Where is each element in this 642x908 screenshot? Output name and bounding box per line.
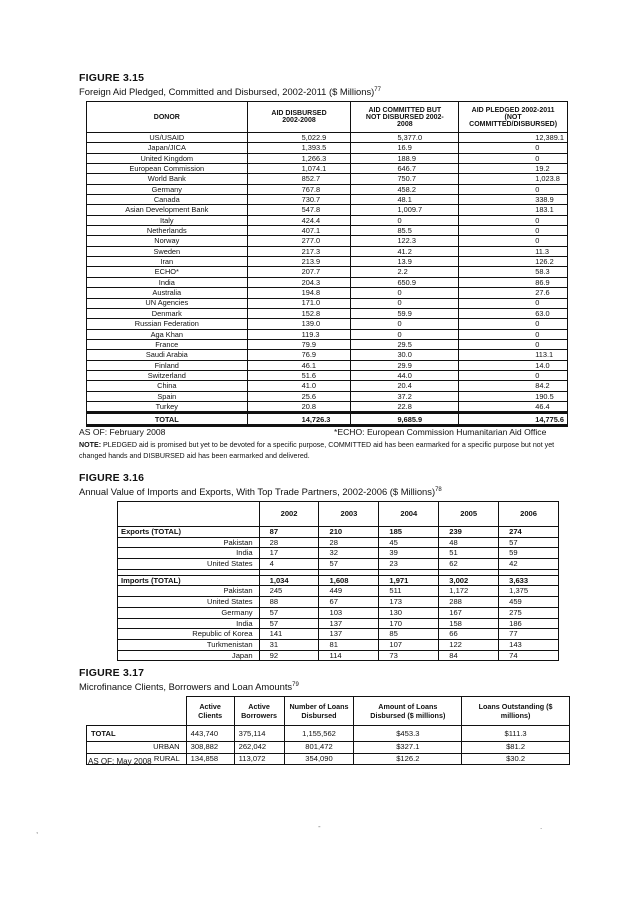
- table-row: [87, 133, 568, 143]
- pledged-cell: 1,023.8: [459, 174, 568, 184]
- donor-cell: Japan/JICA: [87, 143, 248, 153]
- donor-cell: Turkey: [87, 401, 248, 412]
- committed-cell: 20.4: [351, 381, 459, 391]
- committed-cell: 44.0: [351, 370, 459, 380]
- foreign-aid-header-row: [87, 102, 568, 133]
- partner-value: 288: [439, 597, 499, 608]
- value-cell: 262,042: [234, 742, 284, 754]
- year-header: 2006: [499, 502, 559, 527]
- partner-value: 81: [319, 639, 379, 650]
- exports-total-row-value: 87: [259, 527, 319, 538]
- table-row: [87, 164, 568, 174]
- partner-value: 66: [439, 629, 499, 640]
- figure-3-15-note: [79, 440, 571, 462]
- echo-footnote: *ECHO: European Commission Humanitarian Aid Office: [334, 427, 547, 437]
- donor-cell: India: [87, 277, 248, 287]
- table-row: [87, 267, 568, 277]
- donor-cell: China: [87, 381, 248, 391]
- header-blank: [87, 697, 187, 726]
- donor-cell: European Commission: [87, 164, 248, 174]
- footnote-ref-78: 78: [435, 486, 442, 493]
- header-aid-pledged: AID PLEDGED 2002-2011 (NOT COMMITTED/DISBURSED): [459, 102, 568, 133]
- value-cell: 354,090: [284, 753, 354, 765]
- exports-total-row: [118, 527, 559, 538]
- total-pledged-cell: 14,775.6: [459, 413, 568, 426]
- year-header: 2002: [259, 502, 319, 527]
- row-label: URBAN: [87, 742, 187, 754]
- pledged-cell: 183.1: [459, 205, 568, 215]
- total-donor-cell: TOTAL: [87, 413, 248, 426]
- table-row: [87, 143, 568, 153]
- figure-3-17-subtitle-text: Microfinance Clients, Borrowers and Loan Amounts: [79, 681, 293, 692]
- value-cell: 113,072: [234, 753, 284, 765]
- pledged-cell: 0: [459, 298, 568, 308]
- disbursed-cell: 139.0: [247, 319, 351, 329]
- header-aid-disbursed: AID DISBURSED 2002-2008: [247, 102, 351, 133]
- committed-cell: 16.9: [351, 143, 459, 153]
- partner-name: Turkmenistan: [118, 639, 260, 650]
- figure-3-17-as-of: AS OF: May 2008: [88, 757, 152, 766]
- year-header: 2004: [379, 502, 439, 527]
- table-row: [87, 308, 568, 318]
- donor-cell: Germany: [87, 184, 248, 194]
- partner-name: United States: [118, 597, 260, 608]
- partner-value: 67: [319, 597, 379, 608]
- table-row: [118, 618, 559, 629]
- exports-total-row-value: 239: [439, 527, 499, 538]
- partner-value: 32: [319, 548, 379, 559]
- partner-value: 85: [379, 629, 439, 640]
- imports-total-row-value: 1,034: [259, 575, 319, 586]
- committed-cell: 0: [351, 288, 459, 298]
- donor-cell: Norway: [87, 236, 248, 246]
- pledged-cell: 190.5: [459, 391, 568, 401]
- table-row: [87, 381, 568, 391]
- figure-3-17-subtitle: [79, 681, 299, 692]
- partner-value: 275: [499, 607, 559, 618]
- partner-value: 167: [439, 607, 499, 618]
- figure-3-15-subtitle-text: Foreign Aid Pledged, Committed and Disbursed, 2002-2011 ($ Millions): [79, 86, 375, 97]
- value-cell: 443,740: [186, 726, 234, 742]
- pledged-cell: 84.2: [459, 381, 568, 391]
- disbursed-cell: 1,266.3: [247, 153, 351, 163]
- partner-value: 74: [499, 650, 559, 661]
- row-label: RURAL: [87, 753, 187, 765]
- partner-name: India: [118, 548, 260, 559]
- partner-value: 511: [379, 586, 439, 597]
- partner-value: 57: [259, 618, 319, 629]
- donor-cell: Saudi Arabia: [87, 350, 248, 360]
- disbursed-cell: 277.0: [247, 236, 351, 246]
- disbursed-cell: 204.3: [247, 277, 351, 287]
- partner-value: 130: [379, 607, 439, 618]
- table-row: [118, 548, 559, 559]
- donor-cell: Russian Federation: [87, 319, 248, 329]
- partner-value: 45: [379, 537, 439, 548]
- committed-cell: 13.9: [351, 257, 459, 267]
- pledged-cell: 12,389.1: [459, 133, 568, 143]
- partner-value: 114: [319, 650, 379, 661]
- donor-cell: UN Agencies: [87, 298, 248, 308]
- partner-value: 186: [499, 618, 559, 629]
- table-row: [87, 277, 568, 287]
- table-row: [87, 742, 570, 754]
- disbursed-cell: 46.1: [247, 360, 351, 370]
- header-loans-outstanding: Loans Outstanding ($ millions): [462, 697, 570, 726]
- partner-value: 62: [439, 559, 499, 570]
- exports-total-row-value: 185: [379, 527, 439, 538]
- exports-total-row-value: 274: [499, 527, 559, 538]
- partner-name: Japan: [118, 650, 260, 661]
- table-row: [118, 559, 559, 570]
- donor-cell: Italy: [87, 215, 248, 225]
- partner-name: Germany: [118, 607, 260, 618]
- table-row: [87, 195, 568, 205]
- pledged-cell: 338.9: [459, 195, 568, 205]
- committed-cell: 750.7: [351, 174, 459, 184]
- value-cell: $81.2: [462, 742, 570, 754]
- partner-value: 51: [439, 548, 499, 559]
- partner-value: 4: [259, 559, 319, 570]
- donor-cell: Switzerland: [87, 370, 248, 380]
- value-cell: $111.3: [462, 726, 570, 742]
- committed-cell: 2.2: [351, 267, 459, 277]
- total-committed-cell: 9,685.9: [351, 413, 459, 426]
- imports-total-row-value: 3,002: [439, 575, 499, 586]
- partner-value: 137: [319, 618, 379, 629]
- pledged-cell: 86.9: [459, 277, 568, 287]
- disbursed-cell: 207.7: [247, 267, 351, 277]
- trade-header-row: [118, 502, 559, 527]
- pledged-cell: 63.0: [459, 308, 568, 318]
- pledged-cell: 0: [459, 153, 568, 163]
- disbursed-cell: 424.4: [247, 215, 351, 225]
- value-cell: 134,858: [186, 753, 234, 765]
- trade-table-body: [118, 502, 559, 661]
- disbursed-cell: 76.9: [247, 350, 351, 360]
- partner-name: Pakistan: [118, 537, 260, 548]
- donor-cell: Sweden: [87, 246, 248, 256]
- partner-value: 141: [259, 629, 319, 640]
- partner-value: 170: [379, 618, 439, 629]
- table-row: [87, 288, 568, 298]
- pledged-cell: 19.2: [459, 164, 568, 174]
- total-row: [87, 726, 570, 742]
- committed-cell: 37.2: [351, 391, 459, 401]
- table-row: [87, 226, 568, 236]
- disbursed-cell: 171.0: [247, 298, 351, 308]
- disbursed-cell: 41.0: [247, 381, 351, 391]
- table-row: [87, 370, 568, 380]
- pledged-cell: 0: [459, 236, 568, 246]
- year-header: 2003: [319, 502, 379, 527]
- donor-cell: United Kingdom: [87, 153, 248, 163]
- pledged-cell: 0: [459, 319, 568, 329]
- pledged-cell: 0: [459, 226, 568, 236]
- table-row: [87, 257, 568, 267]
- pledged-cell: 126.2: [459, 257, 568, 267]
- page-mark-center: -: [318, 822, 321, 831]
- partner-value: 59: [499, 548, 559, 559]
- table-row: [118, 586, 559, 597]
- disbursed-cell: 730.7: [247, 195, 351, 205]
- table-row: [87, 339, 568, 349]
- table-row: [87, 753, 570, 765]
- disbursed-cell: 152.8: [247, 308, 351, 318]
- exports-total-row-value: 210: [319, 527, 379, 538]
- disbursed-cell: 79.9: [247, 339, 351, 349]
- value-cell: $453.3: [354, 726, 462, 742]
- partner-value: 245: [259, 586, 319, 597]
- donor-cell: Netherlands: [87, 226, 248, 236]
- committed-cell: 122.3: [351, 236, 459, 246]
- value-cell: $327.1: [354, 742, 462, 754]
- partner-value: 1,375: [499, 586, 559, 597]
- figure-3-17-label: FIGURE 3.17: [79, 667, 145, 679]
- pledged-cell: 58.3: [459, 267, 568, 277]
- committed-cell: 0: [351, 215, 459, 225]
- committed-cell: 188.9: [351, 153, 459, 163]
- year-header: 2005: [439, 502, 499, 527]
- table-row: [87, 391, 568, 401]
- disbursed-cell: 1,393.5: [247, 143, 351, 153]
- foreign-aid-table: [86, 101, 568, 427]
- partner-value: 449: [319, 586, 379, 597]
- header-aid-committed: AID COMMITTED BUT NOT DISBURSED 2002-2008: [351, 102, 459, 133]
- donor-cell: Aga Khan: [87, 329, 248, 339]
- table-row: [87, 205, 568, 215]
- committed-cell: 48.1: [351, 195, 459, 205]
- disbursed-cell: 194.8: [247, 288, 351, 298]
- partner-value: 17: [259, 548, 319, 559]
- table-row: [87, 236, 568, 246]
- pledged-cell: 14.0: [459, 360, 568, 370]
- donor-cell: Australia: [87, 288, 248, 298]
- donor-cell: ECHO*: [87, 267, 248, 277]
- header-active-clients: Active Clients: [186, 697, 234, 726]
- donor-cell: US/USAID: [87, 133, 248, 143]
- partner-value: 143: [499, 639, 559, 650]
- donor-cell: France: [87, 339, 248, 349]
- table-row: [118, 597, 559, 608]
- header-number-loans: Number of Loans Disbursed: [284, 697, 354, 726]
- partner-value: 57: [259, 607, 319, 618]
- partner-value: 92: [259, 650, 319, 661]
- committed-cell: 5,377.0: [351, 133, 459, 143]
- row-label: TOTAL: [87, 726, 187, 742]
- figure-3-16-subtitle-text: Annual Value of Imports and Exports, With Top Trade Partners, 2002-2006 ($ Millions): [79, 486, 436, 497]
- table-row: [118, 650, 559, 661]
- committed-cell: 650.9: [351, 277, 459, 287]
- exports-total-row-label: Exports (TOTAL): [118, 527, 260, 538]
- committed-cell: 0: [351, 298, 459, 308]
- pledged-cell: 0: [459, 370, 568, 380]
- disbursed-cell: 1,074.1: [247, 164, 351, 174]
- committed-cell: 0: [351, 319, 459, 329]
- microfinance-header-row: [87, 697, 570, 726]
- table-row: [118, 639, 559, 650]
- partner-value: 459: [499, 597, 559, 608]
- partner-name: United States: [118, 559, 260, 570]
- imports-total-row: [118, 575, 559, 586]
- partner-value: 28: [319, 537, 379, 548]
- partner-value: 42: [499, 559, 559, 570]
- footnote-ref-77: 77: [374, 86, 381, 93]
- pledged-cell: 113.1: [459, 350, 568, 360]
- disbursed-cell: 25.6: [247, 391, 351, 401]
- table-row: [87, 350, 568, 360]
- pledged-cell: 46.4: [459, 401, 568, 412]
- partner-value: 1,172: [439, 586, 499, 597]
- partner-value: 57: [319, 559, 379, 570]
- committed-cell: 458.2: [351, 184, 459, 194]
- committed-cell: 646.7: [351, 164, 459, 174]
- table-row: [118, 629, 559, 640]
- partner-name: Republic of Korea: [118, 629, 260, 640]
- pledged-cell: 27.6: [459, 288, 568, 298]
- note-text: PLEDGED aid is promised but yet to be devoted for a specific purpose, COMMITTED aid has been earmarked for a specific purpose but not yet changed hands and DISBURSED aid has been earmarked and delivered.: [79, 441, 555, 460]
- pledged-cell: 0: [459, 329, 568, 339]
- donor-cell: Finland: [87, 360, 248, 370]
- total-disbursed-cell: 14,726.3: [247, 413, 351, 426]
- trade-table: [117, 501, 559, 661]
- table-row: [87, 215, 568, 225]
- committed-cell: 1,009.7: [351, 205, 459, 215]
- header-donor: DONOR: [87, 102, 248, 133]
- committed-cell: 0: [351, 329, 459, 339]
- committed-cell: 85.5: [351, 226, 459, 236]
- disbursed-cell: 213.9: [247, 257, 351, 267]
- pledged-cell: 11.3: [459, 246, 568, 256]
- partner-value: 122: [439, 639, 499, 650]
- partner-value: 57: [499, 537, 559, 548]
- disbursed-cell: 767.8: [247, 184, 351, 194]
- header-blank: [118, 502, 260, 527]
- partner-value: 107: [379, 639, 439, 650]
- page-mark-left: ,: [36, 826, 39, 835]
- value-cell: $126.2: [354, 753, 462, 765]
- foreign-aid-body: [87, 133, 568, 426]
- disbursed-cell: 119.3: [247, 329, 351, 339]
- value-cell: 375,114: [234, 726, 284, 742]
- committed-cell: 41.2: [351, 246, 459, 256]
- footnote-ref-79: 79: [292, 681, 299, 688]
- disbursed-cell: 852.7: [247, 174, 351, 184]
- donor-cell: Denmark: [87, 308, 248, 318]
- donor-cell: Iran: [87, 257, 248, 267]
- figure-3-16-subtitle: [79, 486, 442, 497]
- partner-value: 84: [439, 650, 499, 661]
- committed-cell: 22.8: [351, 401, 459, 412]
- disbursed-cell: 51.6: [247, 370, 351, 380]
- figure-3-15-as-of: AS OF: February 2008: [79, 427, 166, 437]
- partner-value: 103: [319, 607, 379, 618]
- partner-value: 173: [379, 597, 439, 608]
- table-row: [87, 401, 568, 412]
- figure-3-15-subtitle: [79, 86, 381, 97]
- disbursed-cell: 407.1: [247, 226, 351, 236]
- committed-cell: 30.0: [351, 350, 459, 360]
- table-row: [87, 174, 568, 184]
- figure-3-16-label: FIGURE 3.16: [79, 472, 145, 484]
- donor-cell: Canada: [87, 195, 248, 205]
- partner-value: 39: [379, 548, 439, 559]
- table-row: [87, 184, 568, 194]
- donor-cell: Asian Development Bank: [87, 205, 248, 215]
- table-row: [87, 153, 568, 163]
- microfinance-body: [87, 726, 570, 765]
- disbursed-cell: 547.8: [247, 205, 351, 215]
- imports-total-row-value: 1,608: [319, 575, 379, 586]
- table-row: [118, 537, 559, 548]
- microfinance-table: [86, 696, 570, 765]
- donor-cell: Spain: [87, 391, 248, 401]
- imports-total-row-value: 3,633: [499, 575, 559, 586]
- table-row: [87, 319, 568, 329]
- partner-value: 23: [379, 559, 439, 570]
- partner-value: 31: [259, 639, 319, 650]
- committed-cell: 29.5: [351, 339, 459, 349]
- table-row: [87, 360, 568, 370]
- figure-3-15-label: FIGURE 3.15: [79, 72, 145, 84]
- note-label: NOTE:: [79, 441, 102, 449]
- partner-value: 137: [319, 629, 379, 640]
- pledged-cell: 0: [459, 215, 568, 225]
- header-active-borrowers: Active Borrowers: [234, 697, 284, 726]
- pledged-cell: 0: [459, 339, 568, 349]
- table-row: [87, 329, 568, 339]
- value-cell: 801,472: [284, 742, 354, 754]
- committed-cell: 29.9: [351, 360, 459, 370]
- value-cell: 1,155,562: [284, 726, 354, 742]
- partner-value: 158: [439, 618, 499, 629]
- partner-name: India: [118, 618, 260, 629]
- disbursed-cell: 217.3: [247, 246, 351, 256]
- pledged-cell: 0: [459, 184, 568, 194]
- imports-total-row-value: 1,971: [379, 575, 439, 586]
- imports-total-row-label: Imports (TOTAL): [118, 575, 260, 586]
- value-cell: 308,882: [186, 742, 234, 754]
- page-mark-right: .: [540, 822, 543, 831]
- partner-value: 73: [379, 650, 439, 661]
- partner-value: 28: [259, 537, 319, 548]
- table-row: [87, 246, 568, 256]
- pledged-cell: 0: [459, 143, 568, 153]
- partner-name: Pakistan: [118, 586, 260, 597]
- disbursed-cell: 20.8: [247, 401, 351, 412]
- partner-value: 48: [439, 537, 499, 548]
- committed-cell: 59.9: [351, 308, 459, 318]
- table-row: [118, 607, 559, 618]
- table-row: [87, 298, 568, 308]
- partner-value: 88: [259, 597, 319, 608]
- donor-cell: World Bank: [87, 174, 248, 184]
- disbursed-cell: 5,022.9: [247, 133, 351, 143]
- header-amount-loans: Amount of Loans Disbursed ($ millions): [354, 697, 462, 726]
- total-row: [87, 413, 568, 426]
- value-cell: $30.2: [462, 753, 570, 765]
- partner-value: 77: [499, 629, 559, 640]
